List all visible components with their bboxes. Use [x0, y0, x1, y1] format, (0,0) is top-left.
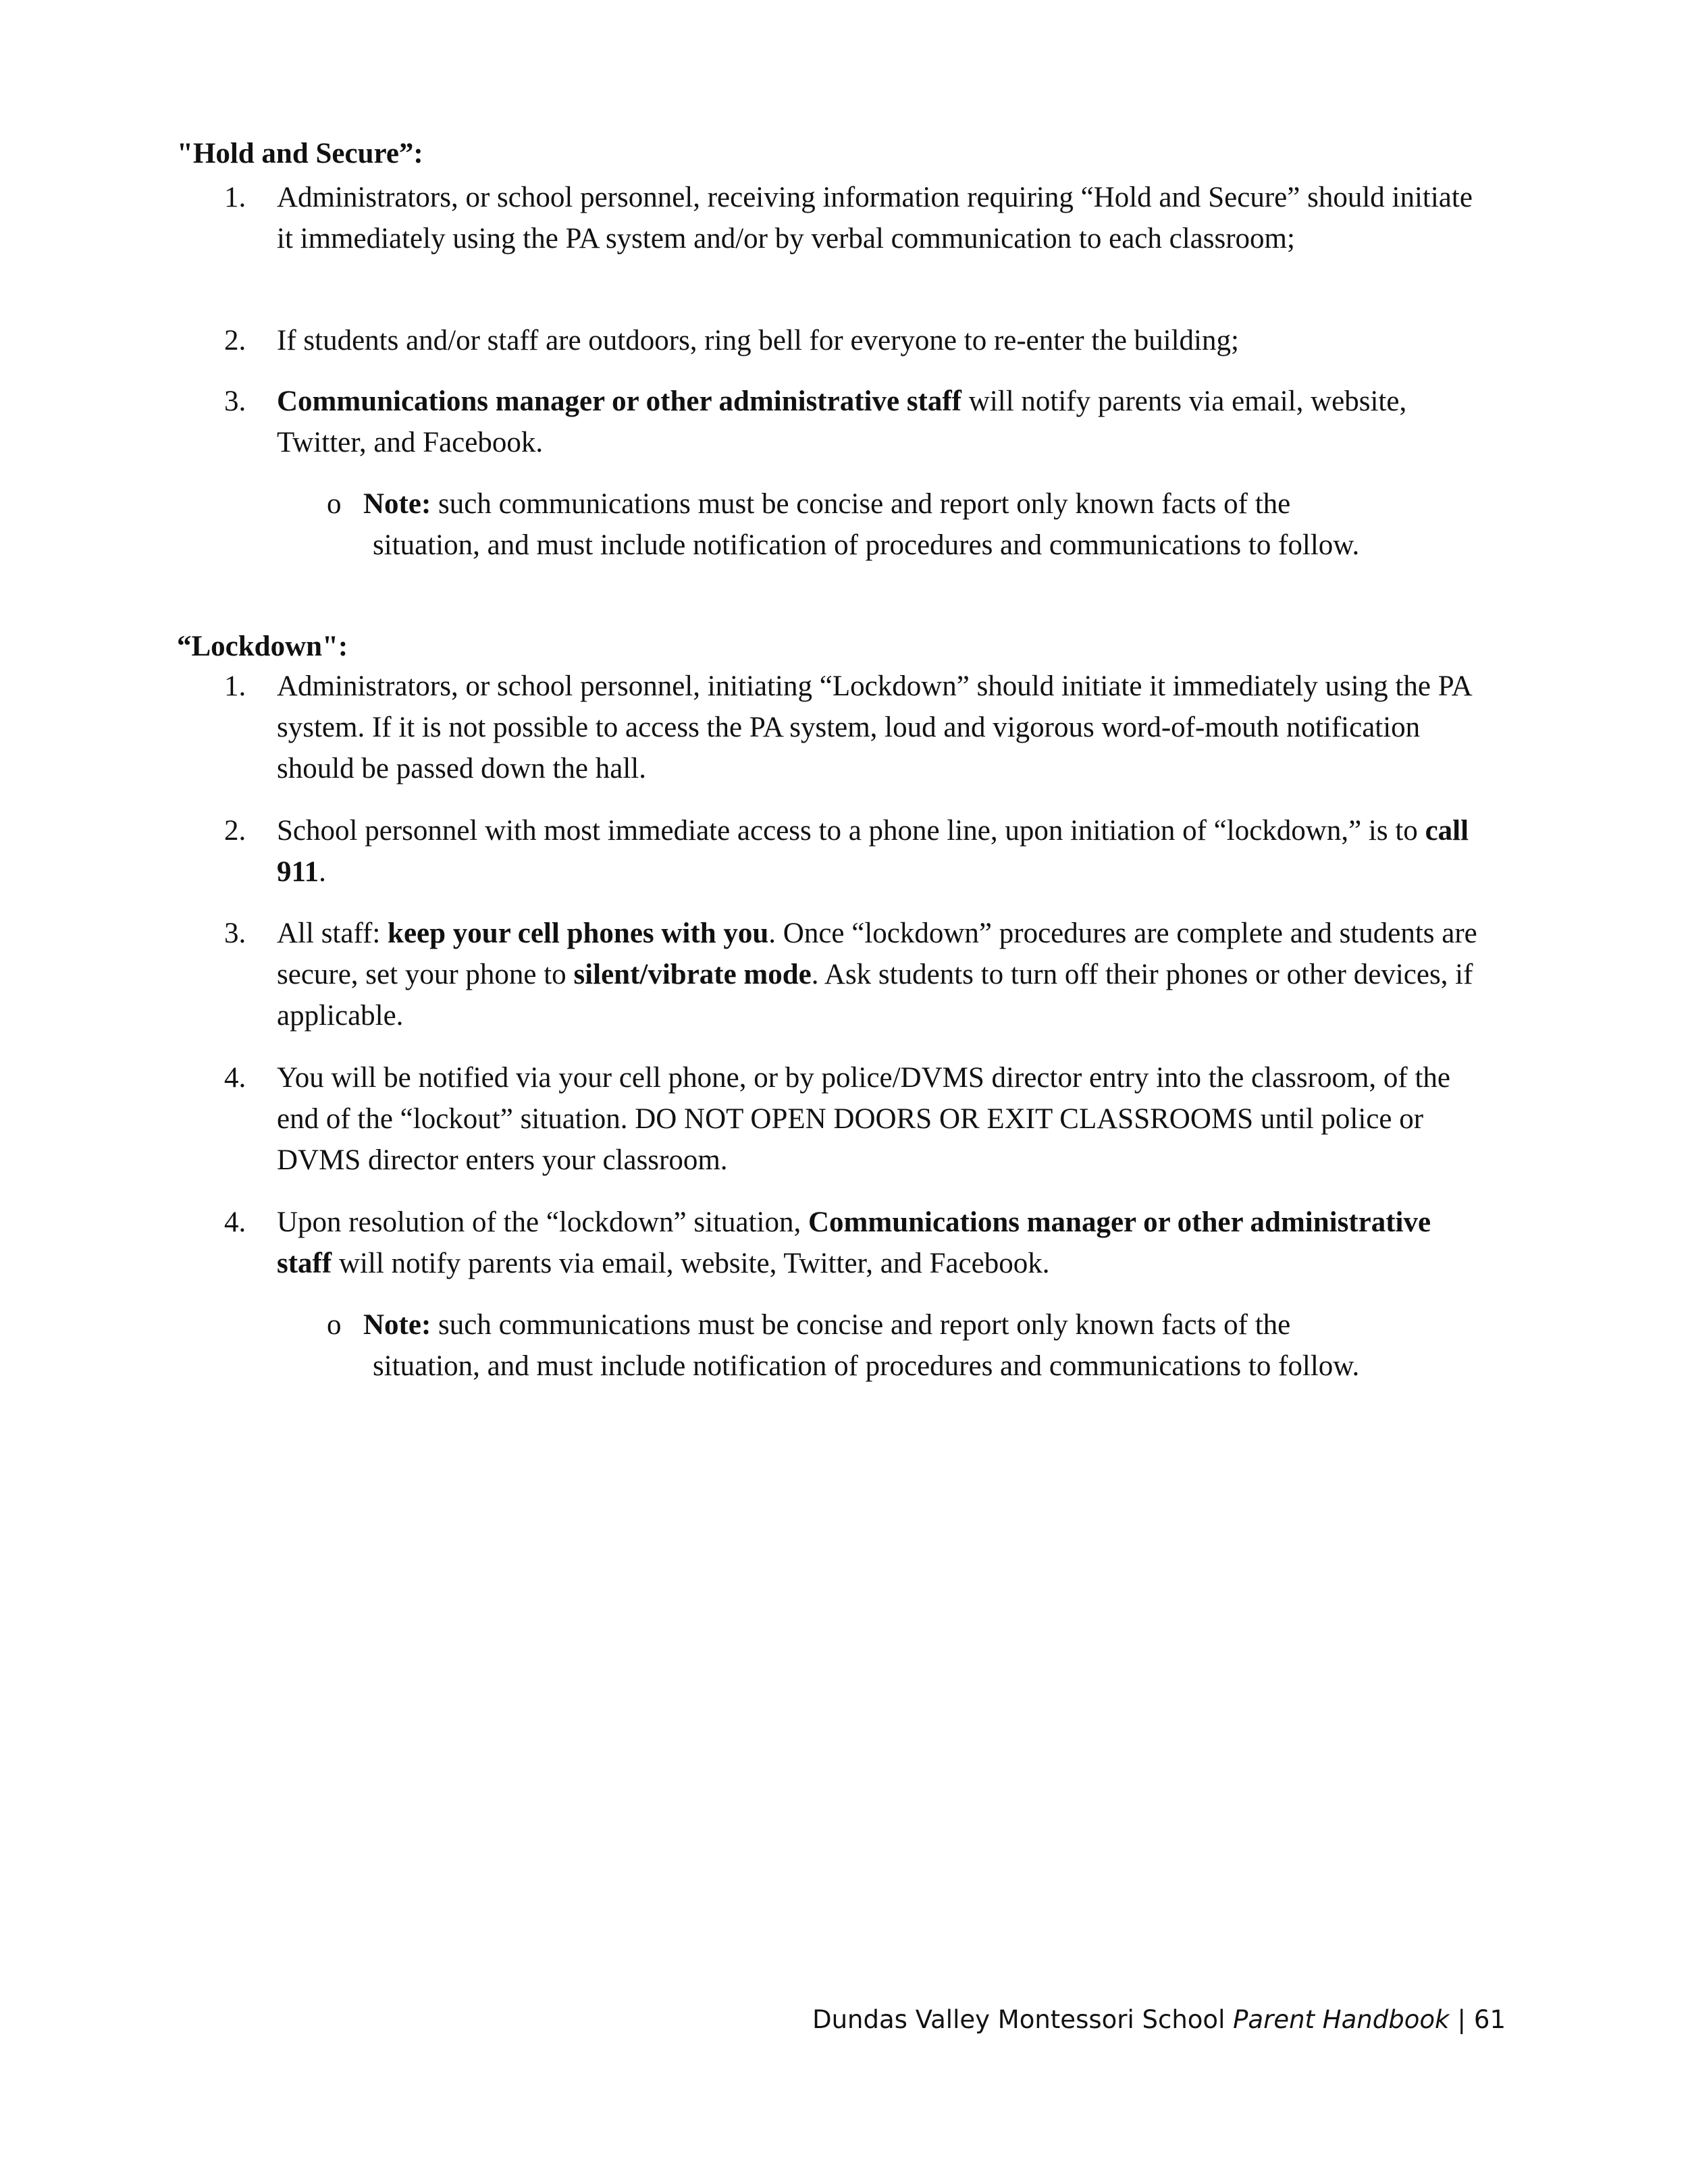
item-bold-text: keep your cell phones with you [388, 917, 769, 949]
lockdown-item-3 [224, 913, 1507, 1036]
item-number: 3. [224, 917, 246, 949]
footer-school-name: Dundas Valley Montessori School [812, 2005, 1234, 2034]
lockdown-item-1 [224, 666, 1507, 789]
note-label: Note: [363, 1309, 431, 1341]
footer-separator: | [1457, 2005, 1466, 2034]
note-bullet: o [327, 488, 342, 520]
note-line-1: such communications must be concise and report only known facts of the [431, 1309, 1291, 1341]
item-plain-text: . Ask students to turn off their phones or other devices, if applicable. [277, 959, 1473, 1032]
lockdown-item-5 [224, 1202, 1507, 1284]
item-bold-text: Communications manager or other administrative staff [277, 385, 962, 417]
item-plain-text: . Once “lockdown” procedures are complete and students are secure, set your phone to [277, 917, 1477, 990]
hold-note [327, 483, 1542, 566]
footer-page-number: 61 [1473, 2005, 1506, 2034]
item-plain-text: . [319, 856, 326, 888]
item-text [277, 381, 1492, 463]
hold-and-secure-heading: "Hold and Secure”: [177, 138, 423, 169]
item-bold-text: call 911 [277, 815, 1469, 888]
note-label: Note: [363, 488, 431, 520]
note-line-2: situation, and must include notification of procedures and communications to follow. [373, 1350, 1360, 1382]
item-number: 1. [224, 182, 246, 213]
item-number: 2. [224, 325, 246, 356]
note-text [363, 1304, 1525, 1387]
item-plain-text: will notify parents via email, website, Twitter, and Facebook. [277, 385, 1407, 458]
item-plain-text: School personnel with most immediate access to a phone line, upon initiation of “lockdown,” is to [277, 815, 1425, 847]
page-footer [812, 2003, 1506, 2037]
item-text [277, 810, 1492, 893]
lockdown-item-2 [224, 810, 1507, 893]
item-bold-text: silent/vibrate mode [573, 959, 812, 990]
item-plain-text: will notify parents via email, website, Twitter, and Facebook. [332, 1248, 1050, 1279]
item-plain-text: All staff: [277, 917, 388, 949]
item-text: Administrators, or school personnel, initiating “Lockdown” should initiate it immediately using the PA system. If it is not possible to access the PA system, loud and vigorous word-of-mouth notification should be passed down the hall. [277, 670, 1471, 784]
footer-document-title: Parent Handbook [1233, 2005, 1450, 2034]
item-text: You will be notified via your cell phone, or by police/DVMS director entry into the classroom, of the end of the “lockout” situation. DO NOT OPEN DOORS OR EXIT CLASSROOMS until police or DVMS director enters your classroom. [277, 1062, 1450, 1176]
item-plain-text: Upon resolution of the “lockdown” situation, [277, 1206, 808, 1238]
lockdown-heading: “Lockdown": [177, 631, 348, 662]
hold-item-2 [224, 320, 1507, 361]
note-text [363, 483, 1525, 566]
hold-item-1 [224, 177, 1507, 259]
item-number: 4. [224, 1062, 246, 1094]
item-number: 3. [224, 385, 246, 417]
item-number: 2. [224, 815, 246, 847]
note-bullet: o [327, 1309, 342, 1341]
lockdown-item-4 [224, 1057, 1507, 1181]
lockdown-note [327, 1304, 1542, 1387]
item-text [277, 913, 1492, 1036]
item-number: 4. [224, 1206, 246, 1238]
item-text [277, 1202, 1492, 1284]
note-line-2: situation, and must include notification of procedures and communications to follow. [373, 529, 1360, 561]
item-bold-text: Communications manager or other administrative staff [277, 1206, 1431, 1279]
item-number: 1. [224, 670, 246, 702]
note-line-1: such communications must be concise and report only known facts of the [431, 488, 1291, 520]
item-text: Administrators, or school personnel, receiving information requiring “Hold and Secure” should initiate it immediately using the PA system and/or by verbal communication to each classroom; [277, 182, 1473, 255]
item-text: If students and/or staff are outdoors, ring bell for everyone to re-enter the building; [277, 325, 1239, 356]
hold-item-3 [224, 381, 1507, 463]
